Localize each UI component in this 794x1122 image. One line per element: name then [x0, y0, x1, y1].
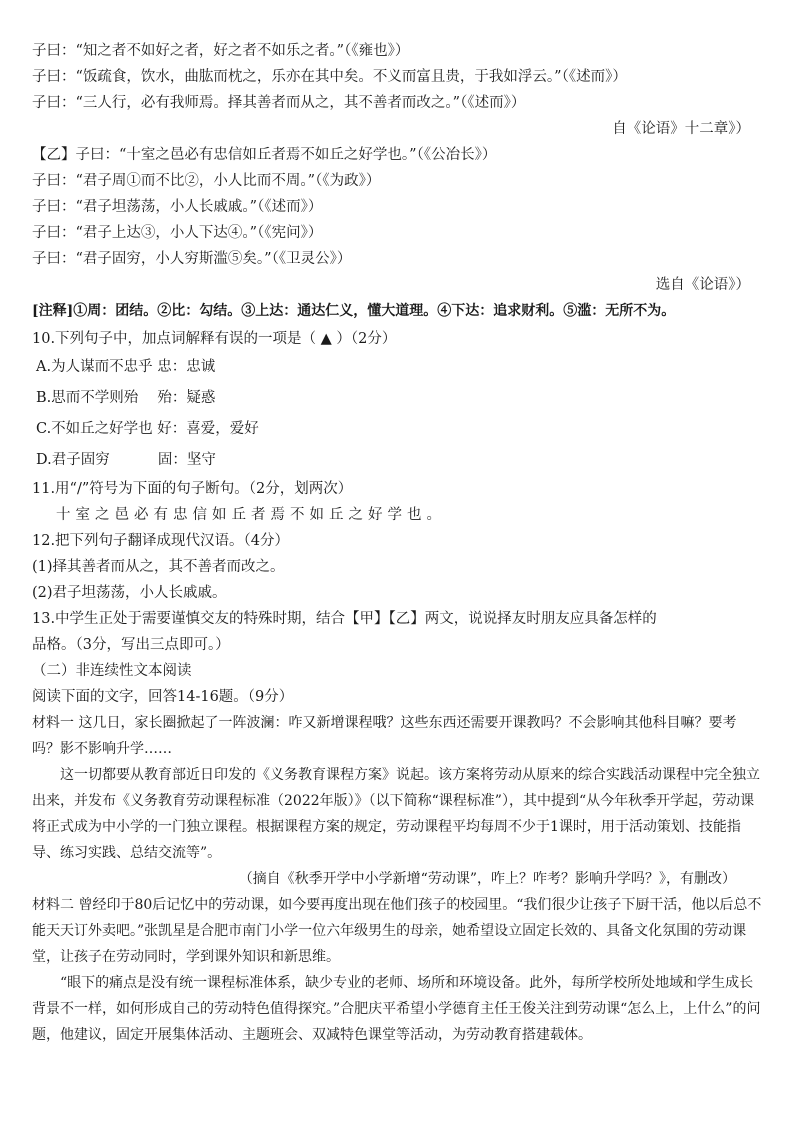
q11-sentence: 十室之邑必有忠信如丘者焉不如丘之好学也。	[56, 507, 446, 523]
jia-line-1: 子曰：“知之者不如好之者，好之者不如乐之者。”（《雍也》）	[32, 43, 410, 59]
q10-stem: 10.下列句子中，加点词解释有误的一项是（ ▲ ）（2分）	[32, 331, 397, 347]
yi-line-3: 子曰：“君子坦荡荡，小人长戚戚。”（《述而》）	[32, 199, 323, 215]
question-13	[32, 606, 764, 658]
question-10	[32, 326, 764, 476]
q12-item-1: (1)择其善者而从之，其不善者而改之。	[32, 559, 285, 575]
material1-para-1: 材料一 这几日，家长圈掀起了一阵波澜：咋又新增课程哦？这些东西还需要开课教吗？不会影响其他科目嘛？要考吗？影不影响升学……	[32, 715, 737, 757]
q13-line-2: 品格。（3分，写出三点即可。）	[32, 637, 230, 653]
yi-source: 选自《论语》）	[655, 277, 750, 293]
question-12	[32, 528, 764, 606]
material-1	[32, 710, 764, 892]
yi-line-2: 子曰：“君子周①而不比②，小人比而不周。”（《为政》）	[32, 173, 381, 189]
yi-line-5: 子曰：“君子固穷，小人穷斯滥⑤矣。”（《卫灵公》）	[32, 251, 352, 267]
jia-line-3: 子曰：“三人行，必有我师焉。择其善者而从之，其不善者而改之。”（《述而》）	[32, 95, 526, 111]
q10-option-b: B.思而不学则殆 殆：疑惑	[36, 390, 216, 406]
section-2	[32, 658, 764, 710]
q13-line-1: 13.中学生正处于需要谨慎交友的特殊时期，结合【甲】【乙】两文，说说择友时朋友应具备怎样的	[32, 611, 657, 627]
material-2	[32, 892, 764, 1048]
question-11	[32, 476, 764, 528]
yi-section	[32, 142, 764, 298]
yi-line-4: 子曰：“君子上达③，小人下达④。”（《宪问》）	[32, 225, 323, 241]
q10-option-c: C.不如丘之好学也 好：喜爱，爱好	[36, 421, 259, 437]
annotation-notes: [注释]①周：团结。②比：勾结。③上达：通达仁义，懂大道理。④下达：追求财利。⑤滥：无所不为。	[32, 303, 676, 319]
material1-para-2: 这一切都要从教育部近日印发的《义务教育课程方案》说起。该方案将劳动从原来的综合实践活动课程中完全独立出来，并发布《义务教育劳动课程标准（2022年版）》（以下简称“课程标准”），其中提到“从今年秋季开学起，劳动课将正式成为中小学的一门独立课程。根据课程方案的规定，劳动课程平均每周不少于1课时，用于活动策划、技能指导、练习实践、总结交流等”。	[32, 767, 760, 861]
section2-instruction: 阅读下面的文字，回答14-16题。（9分）	[32, 689, 294, 705]
jia-section	[32, 38, 764, 142]
q12-item-2: (2)君子坦荡荡，小人长戚戚。	[32, 585, 227, 601]
material1-source: （摘自《秋季开学中小学新增“劳动课”，咋上？咋考？影响升学吗？》，有删改）	[238, 871, 736, 887]
jia-line-2: 子曰：“饭疏食，饮水，曲肱而枕之，乐亦在其中矣。不义而富且贵，于我如浮云。”（《述而》）	[32, 69, 627, 85]
jia-source: 自《论语》十二章》）	[612, 121, 750, 137]
q10-option-a: A.为人谋而不忠乎 忠：忠诚	[36, 359, 216, 375]
q10-option-d: D.君子固穷 固：坚守	[36, 452, 216, 468]
material2-para-2: “眼下的痛点是没有统一课程标准体系，缺少专业的老师、场所和环境设备。此外，每所学校所处地域和学生成长背景不一样，如何形成自己的劳动特色值得探究。”合肥庆平希望小学德育主任王俊关注到劳动课“怎么上，上什么”的问题，他建议，固定开展集体活动、主题班会、双减特色课堂等活动，为劳动教育搭建载体。	[32, 975, 761, 1043]
yi-line-1: 【乙】子曰：“十室之邑必有忠信如丘者焉不如丘之好学也。”（《公冶长》）	[32, 147, 497, 163]
q11-stem: 11.用“/”符号为下面的句子断句。（2分，划两次）	[32, 481, 353, 497]
section2-title: （二）非连续性文本阅读	[32, 663, 192, 679]
material2-para-1: 材料二 曾经印于80后记忆中的劳动课，如今要再度出现在他们孩子的校园里。“我们很少让孩子下厨干活，他以后总不能天天订外卖吧。”张凯星是合肥市南门小学一位六年级男生的母亲，她希望设立固定长效的、具备文化氛围的劳动课堂，让孩子在劳动同时，学到课外知识和新思维。	[32, 897, 762, 965]
q12-stem: 12.把下列句子翻译成现代汉语。（4分）	[32, 533, 290, 549]
